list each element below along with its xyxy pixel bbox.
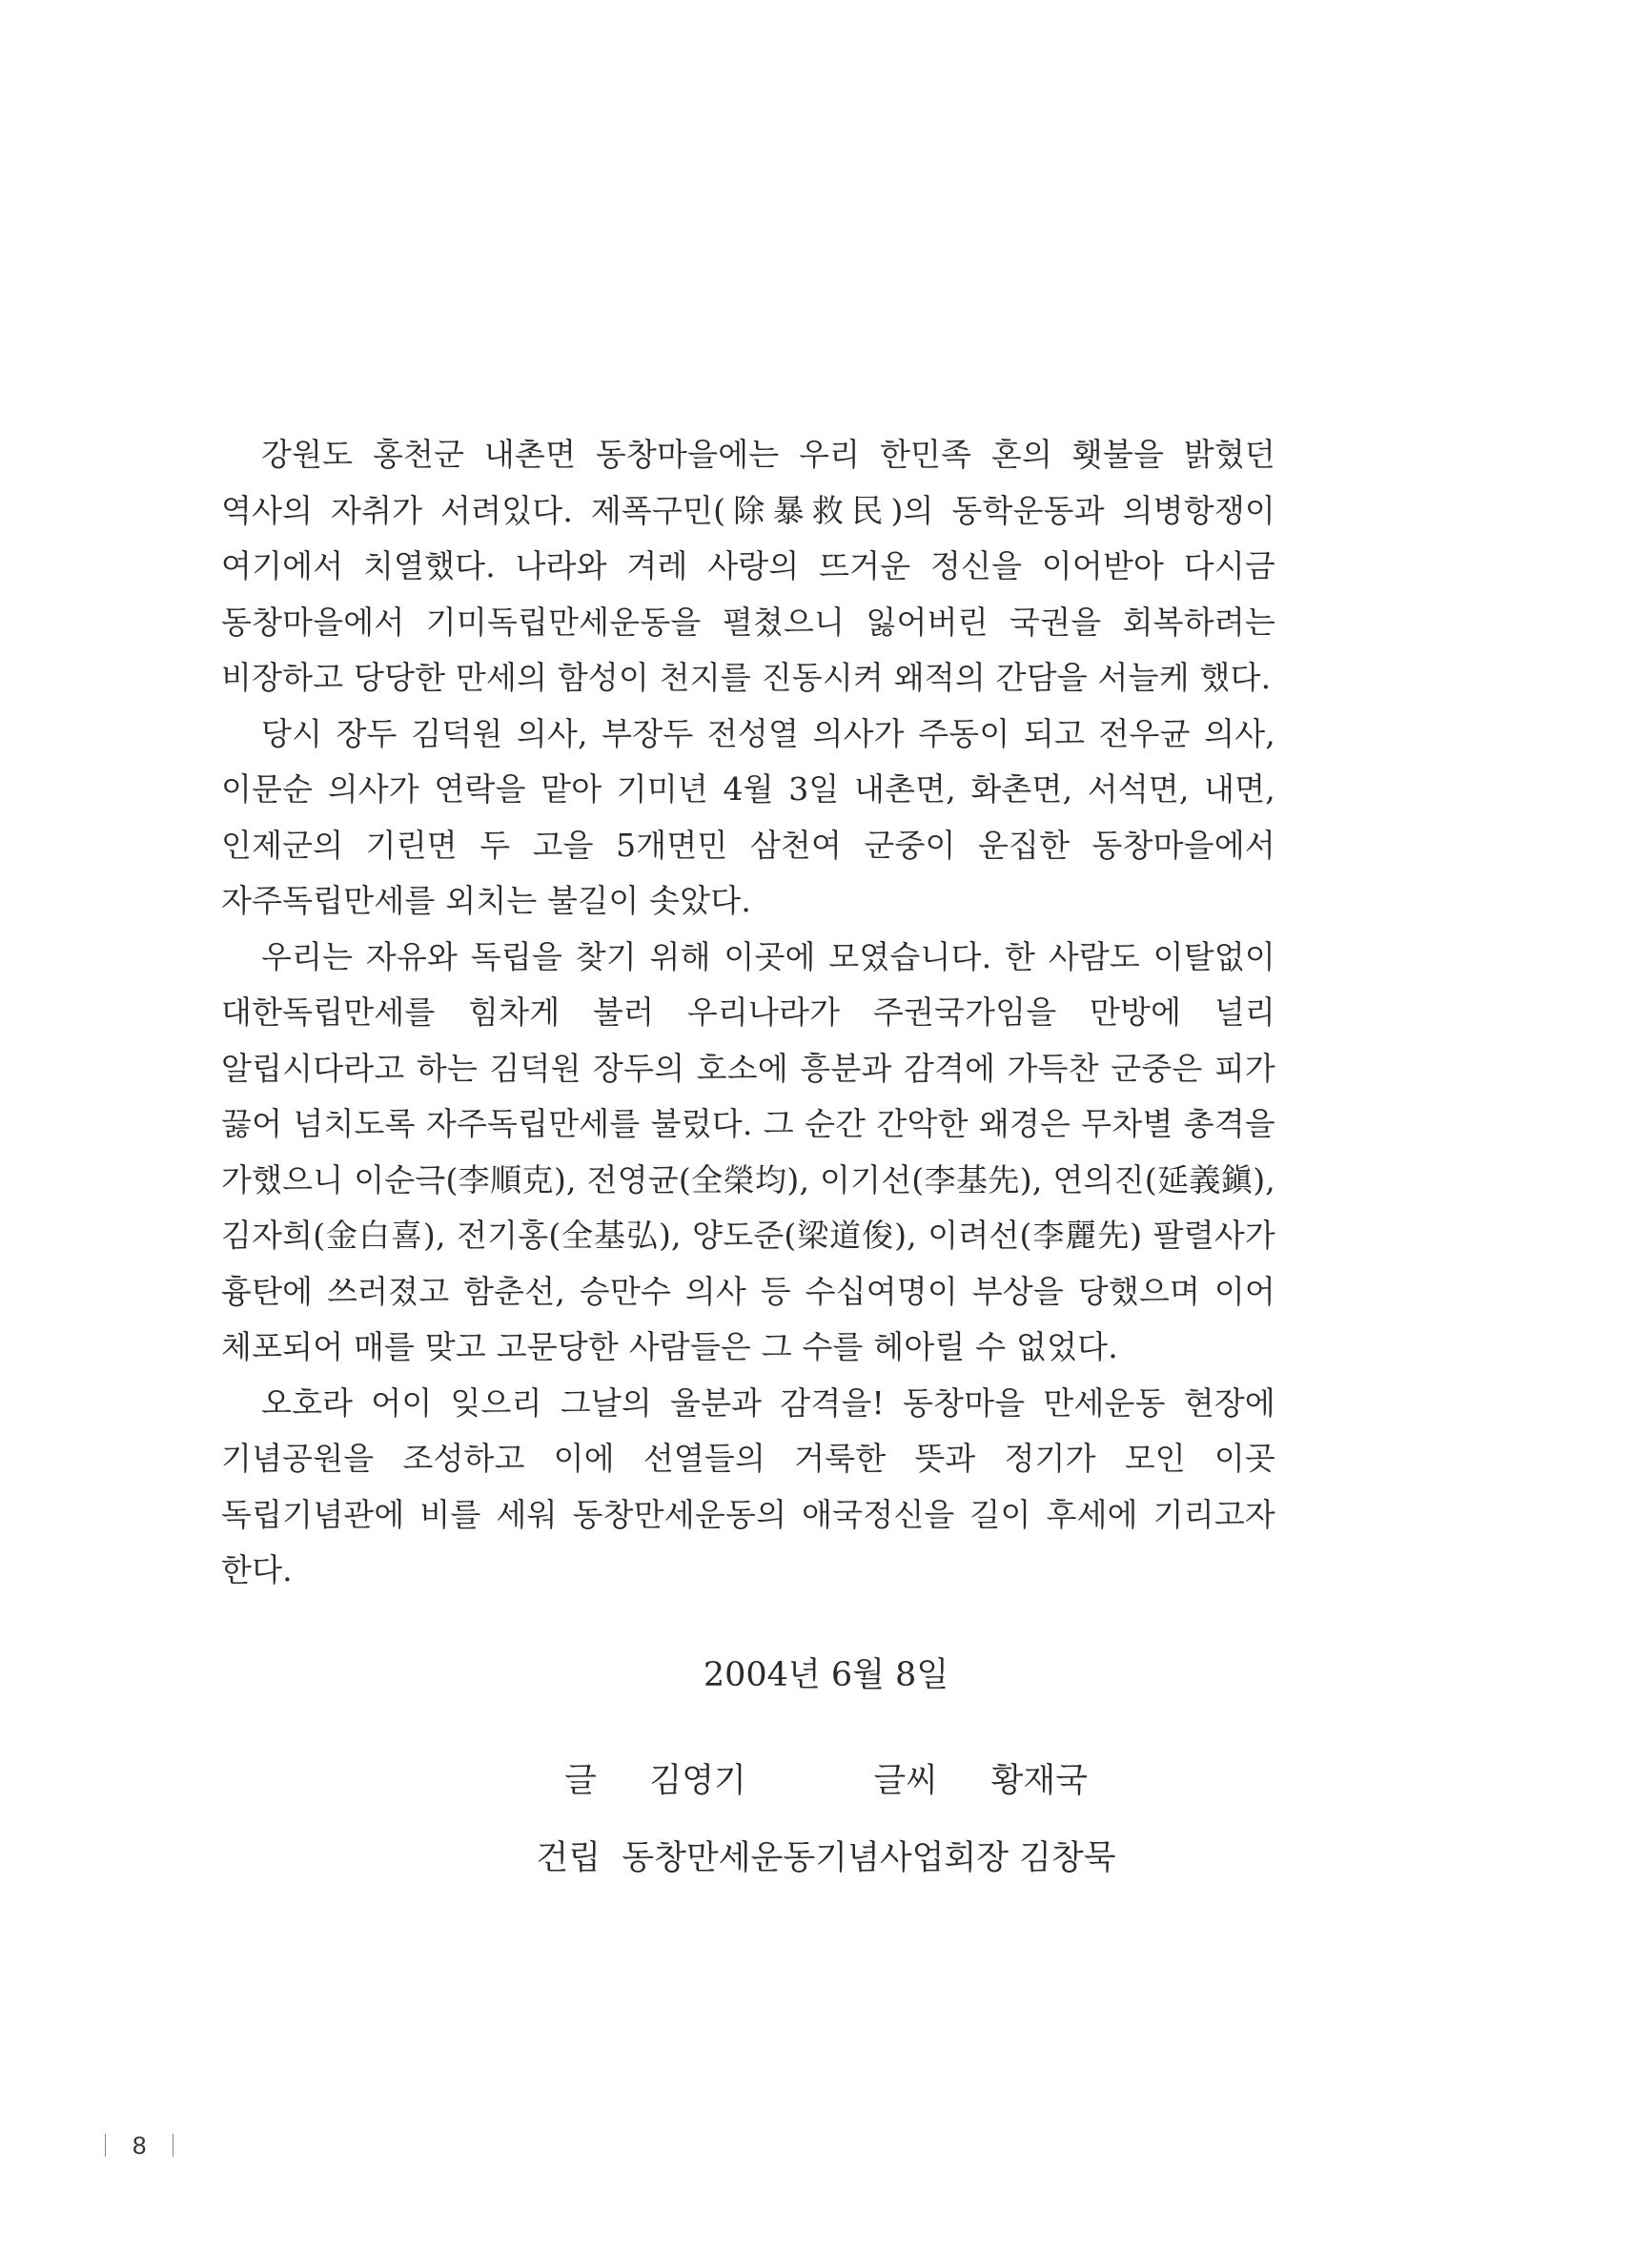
builder-org: 동창만세운동기념사업회장 김창묵 — [622, 1839, 1116, 1877]
credits-builder — [0, 1834, 1652, 1882]
author-name: 김영기 — [649, 1762, 746, 1800]
page-footer — [105, 2126, 173, 2164]
calligrapher-label: 글씨 — [873, 1762, 938, 1800]
credits-writers — [0, 1757, 1652, 1805]
builder-label: 건립 — [536, 1839, 602, 1877]
footer-divider-left — [105, 2134, 106, 2157]
paragraph-history: 강원도 홍천군 내촌면 동창마을에는 우리 한민족 혼의 횃불을 밝혔던 역사의 자취가 서려있다. 제폭구민(除暴救民)의 동학운동과 의병항쟁이 여기에서 치열했다. 나라와 겨레 사랑의 뜨거운 정신을 이어받아 다시금 동창마을에서 기미독립만세운동을 펼쳤으니 잃어버린 국권을 회복하려는 비장하고 당당한 만세의 함성이 천지를 진동시켜 왜적의 간담을 서늘케 했다. — [221, 436, 1275, 696]
paragraph-uprising: 당시 장두 김덕원 의사, 부장두 전성열 의사가 주동이 되고 전우균 의사, 이문순 의사가 연락을 맡아 기미년 4월 3일 내촌면, 화촌면, 서석면, 내면, 인제군의 기린면 두 고을 5개면민 삼천여 군중이 운집한 동창마을에서 자주독립만세를 외치는 불길이 솟았다. — [221, 714, 1275, 919]
paragraph-sacrifice: 우리는 자유와 독립을 찾기 위해 이곳에 모였습니다. 한 사람도 이탈없이 대한독립만세를 힘차게 불러 우리나라가 주권국가임을 만방에 널리 알립시다라고 하는 김덕원 장두의 호소에 흥분과 감격에 가득찬 군중은 피가 끓어 넘치도록 자주독립만세를 불렀다. 그 순간 간악한 왜경은 무차별 총격을 가했으니 이순극(李順克), 전영균(全榮均), 이기선(李基先), 연의진(延義鎭), 김자희(金白喜), 전기홍(全基弘), 양도준(梁道俊), 이려선(李麗先) 팔렬사가 흉탄에 쓰러졌고 함춘선, 승만수 의사 등 수십여명이 부상을 당했으며 이어 체포되어 매를 맞고 고문당한 사람들은 그 수를 헤아릴 수 없었다. — [221, 937, 1275, 1365]
inscription-body — [221, 427, 1275, 1599]
author-label: 글 — [563, 1762, 597, 1800]
inscription-date: 2004년 6월 8일 — [703, 1656, 949, 1694]
paragraph-memorial: 오호라 어이 잊으리 그날의 울분과 감격을! 동창마을 만세운동 현장에 기념공원을 조성하고 이에 선열들의 거룩한 뜻과 정기가 모인 이곳 독립기념관에 비를 세워 동창만세운동의 애국정신을 길이 후세에 기리고자 한다. — [221, 1383, 1275, 1588]
page-number: 8 — [133, 2130, 147, 2160]
calligrapher-name: 황재국 — [990, 1762, 1089, 1800]
